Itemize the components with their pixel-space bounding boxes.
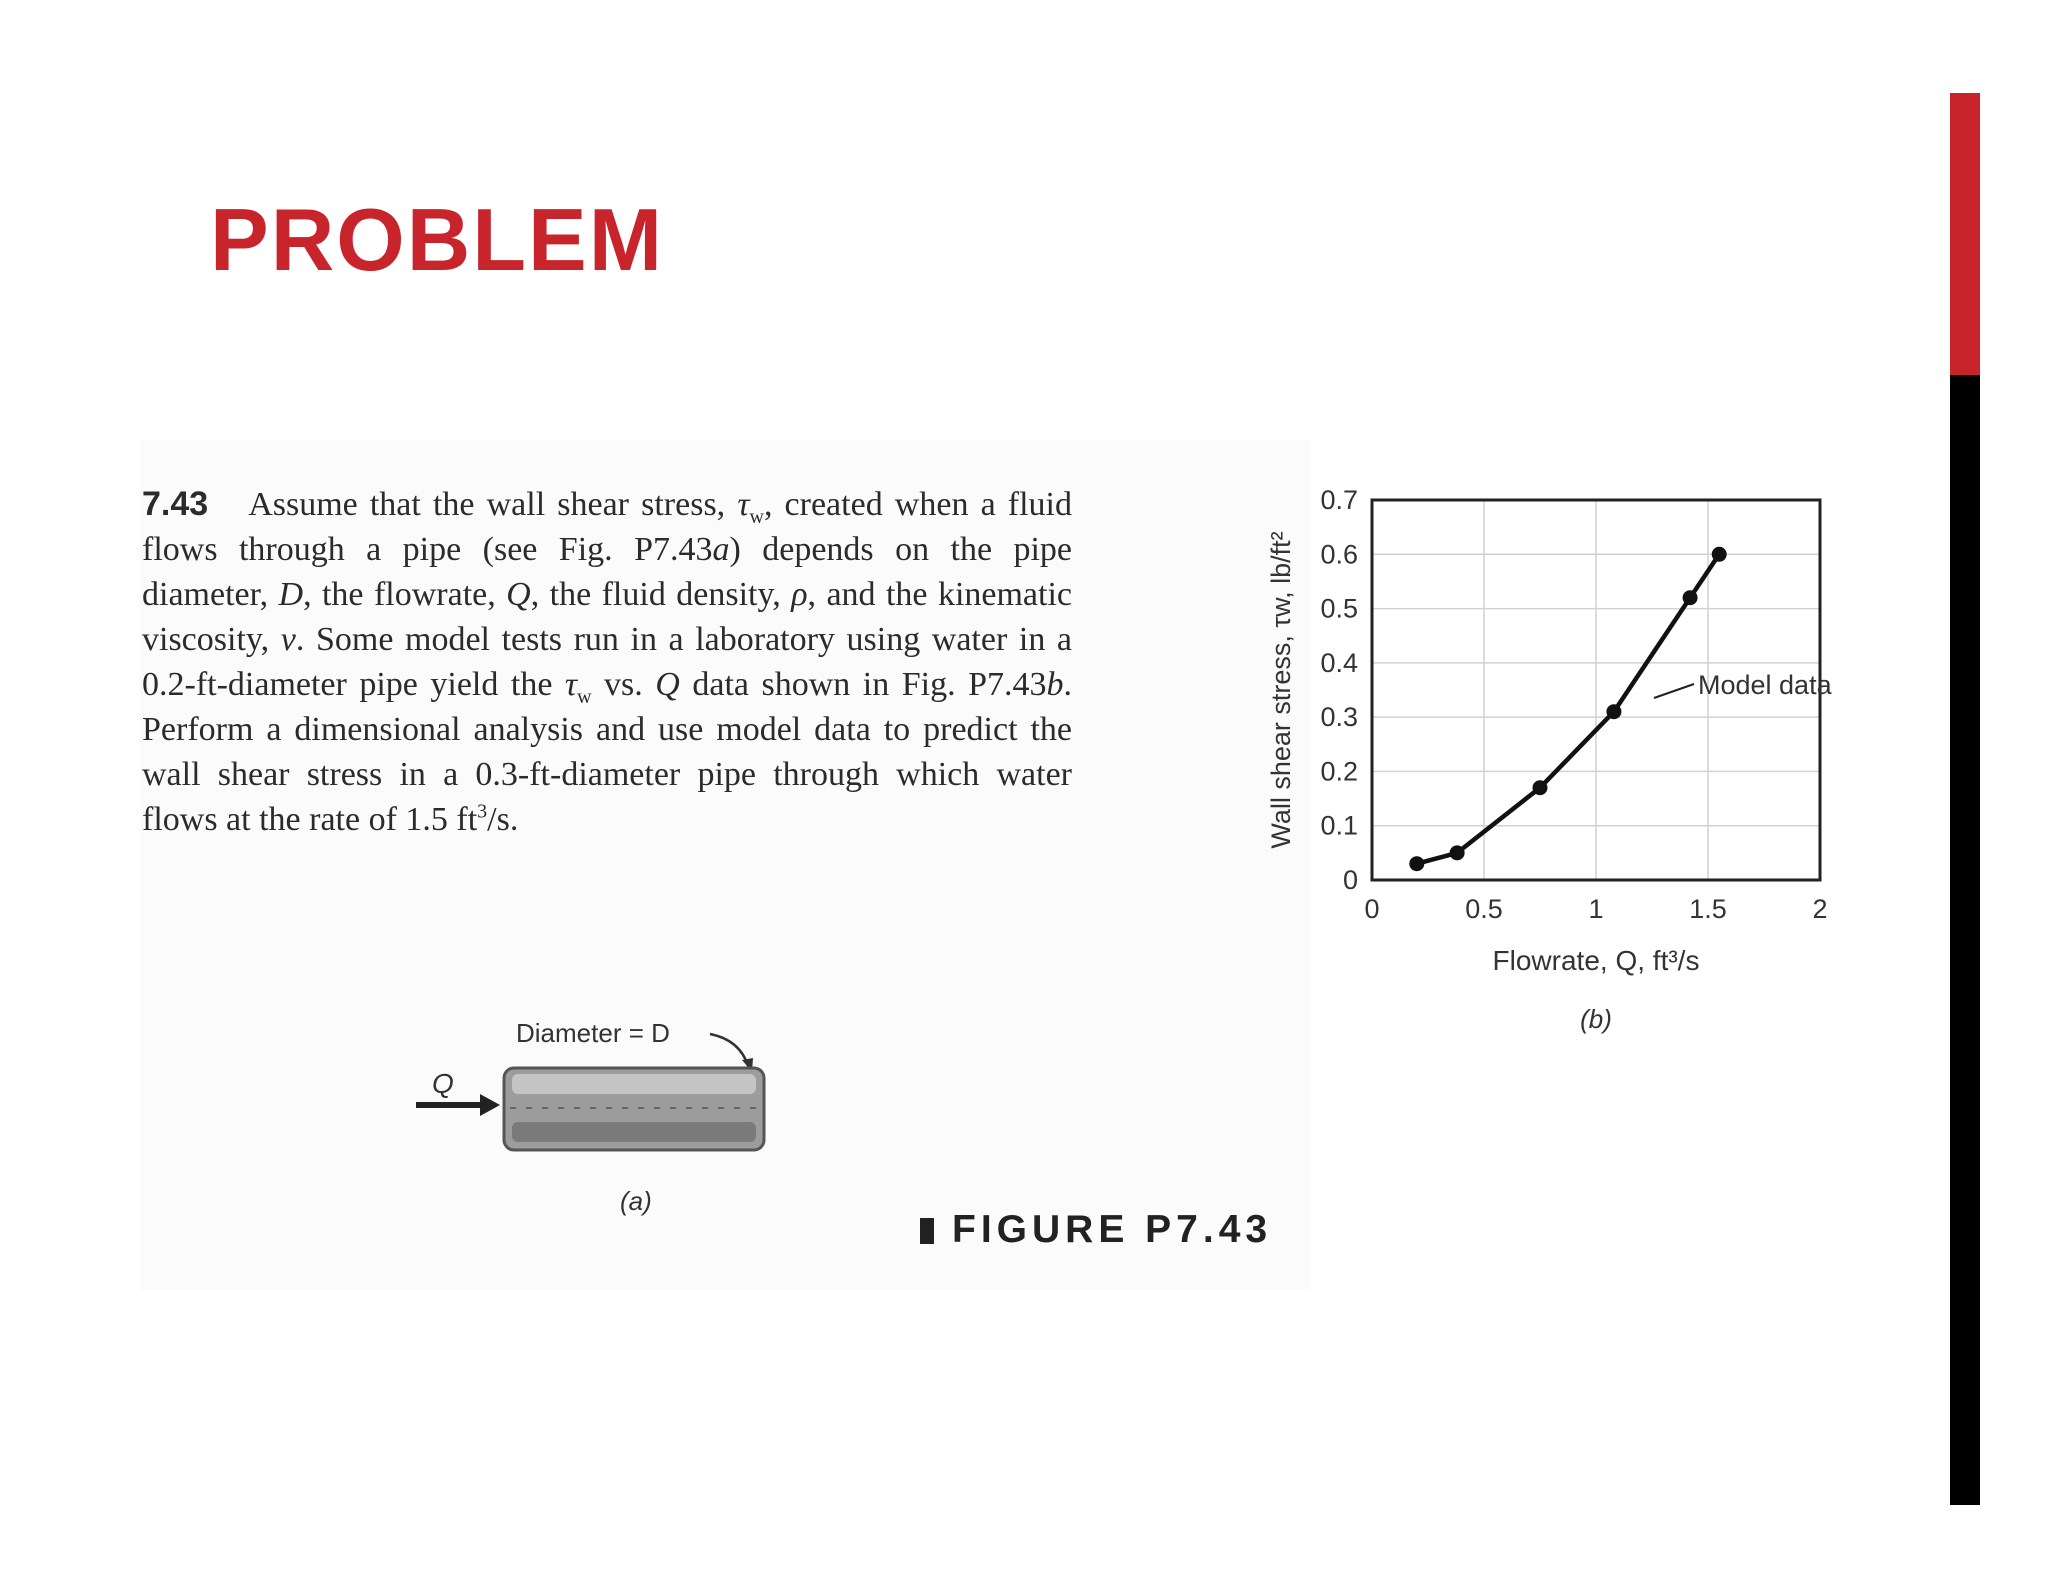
problem-text-segment: data shown in Fig. P7.43 bbox=[679, 666, 1047, 703]
accent-bar-red bbox=[1950, 93, 1980, 375]
figure-caption bbox=[920, 1208, 1272, 1252]
pipe-highlight bbox=[512, 1074, 756, 1094]
problem-text-segment: . Some model tests run in a laboratory using water in a 0.2-ft-diameter pipe yield the bbox=[142, 621, 1072, 703]
y-tick-label: 0.4 bbox=[1320, 647, 1358, 678]
problem-text-segment: w bbox=[577, 685, 592, 708]
problem-text-segment: , the fluid density, bbox=[530, 576, 792, 613]
y-tick-label: 0.7 bbox=[1320, 485, 1358, 515]
problem-text-segment: Q bbox=[655, 666, 680, 703]
annotation-label: Model data bbox=[1698, 670, 1832, 700]
problem-text-segment: Assume that the wall shear stress, bbox=[248, 486, 738, 523]
y-axis-label: Wall shear stress, τw, lb/ft² bbox=[1266, 531, 1296, 849]
x-tick-label: 0 bbox=[1364, 894, 1380, 924]
problem-text-segment: D bbox=[278, 576, 304, 613]
caption-marker bbox=[920, 1218, 934, 1244]
data-point bbox=[1606, 704, 1621, 719]
pipe-diagram bbox=[400, 1000, 800, 1230]
data-point bbox=[1533, 780, 1548, 795]
problem-number: 7.43 bbox=[142, 485, 209, 523]
x-tick-label: 2 bbox=[1812, 894, 1828, 924]
problem-text-segment: ) depends on the pipe diameter, bbox=[142, 531, 1073, 613]
flow-label: Q bbox=[432, 1068, 454, 1099]
problem-text-segment: . Perform a dimensional analysis and use model data to predict the wall shear stress in a 0.3-ft-diameter pipe through which water flows at the rate of 1.5 ft bbox=[142, 666, 1073, 838]
data-point bbox=[1712, 547, 1727, 562]
shear-stress-chart bbox=[1250, 470, 1870, 1040]
problem-text-segment: vs. bbox=[591, 666, 656, 703]
problem-text-segment: τ bbox=[737, 486, 750, 523]
x-tick-label: 0.5 bbox=[1465, 894, 1503, 924]
problem-text-segment: Q bbox=[506, 576, 531, 613]
diameter-label: Diameter = D bbox=[516, 1018, 670, 1048]
problem-text-segment: a bbox=[712, 531, 730, 568]
problem-text-segment: w bbox=[749, 505, 764, 528]
x-tick-label: 1 bbox=[1588, 894, 1604, 924]
problem-text-segment: , and the kinematic viscosity, bbox=[142, 576, 1072, 658]
y-tick-label: 0.2 bbox=[1320, 756, 1358, 787]
data-point bbox=[1683, 590, 1698, 605]
problem-text-segment: ν bbox=[280, 621, 296, 658]
y-tick-label: 0.6 bbox=[1320, 539, 1358, 570]
flow-arrow-head bbox=[480, 1094, 500, 1116]
problem-statement bbox=[142, 482, 1072, 842]
annotation-pointer bbox=[1654, 684, 1694, 698]
figure-caption-text: FIGURE P7.43 bbox=[952, 1208, 1273, 1251]
pipe-shadow bbox=[512, 1122, 756, 1142]
slide-title: PROBLEM bbox=[210, 190, 664, 289]
model-data-line bbox=[1417, 554, 1719, 863]
y-tick-label: 0 bbox=[1342, 865, 1358, 895]
accent-bar-black bbox=[1950, 375, 1980, 1505]
problem-text-segment: ρ bbox=[791, 576, 808, 613]
x-tick-label: 1.5 bbox=[1689, 894, 1727, 924]
y-tick-label: 0.3 bbox=[1320, 702, 1358, 733]
x-axis-label: Flowrate, Q, ft³/s bbox=[1492, 945, 1700, 976]
panel-label-b: (b) bbox=[1580, 1004, 1612, 1034]
problem-text-segment: 3 bbox=[477, 800, 488, 823]
problem-text-segment: /s. bbox=[487, 801, 519, 838]
problem-text-segment: , created when a fluid flows through a pipe (see Fig. P7.43 bbox=[142, 486, 1072, 568]
y-tick-label: 0.1 bbox=[1320, 810, 1358, 841]
problem-text-segment: , the flowrate, bbox=[303, 576, 507, 613]
problem-text-segment: τ bbox=[564, 666, 578, 703]
data-point bbox=[1409, 856, 1424, 871]
panel-label-a: (a) bbox=[620, 1186, 652, 1216]
problem-body bbox=[142, 486, 1072, 838]
y-tick-label: 0.5 bbox=[1320, 593, 1358, 624]
diameter-pointer bbox=[710, 1034, 748, 1066]
data-point bbox=[1450, 845, 1465, 860]
problem-text-segment: b bbox=[1046, 666, 1064, 703]
